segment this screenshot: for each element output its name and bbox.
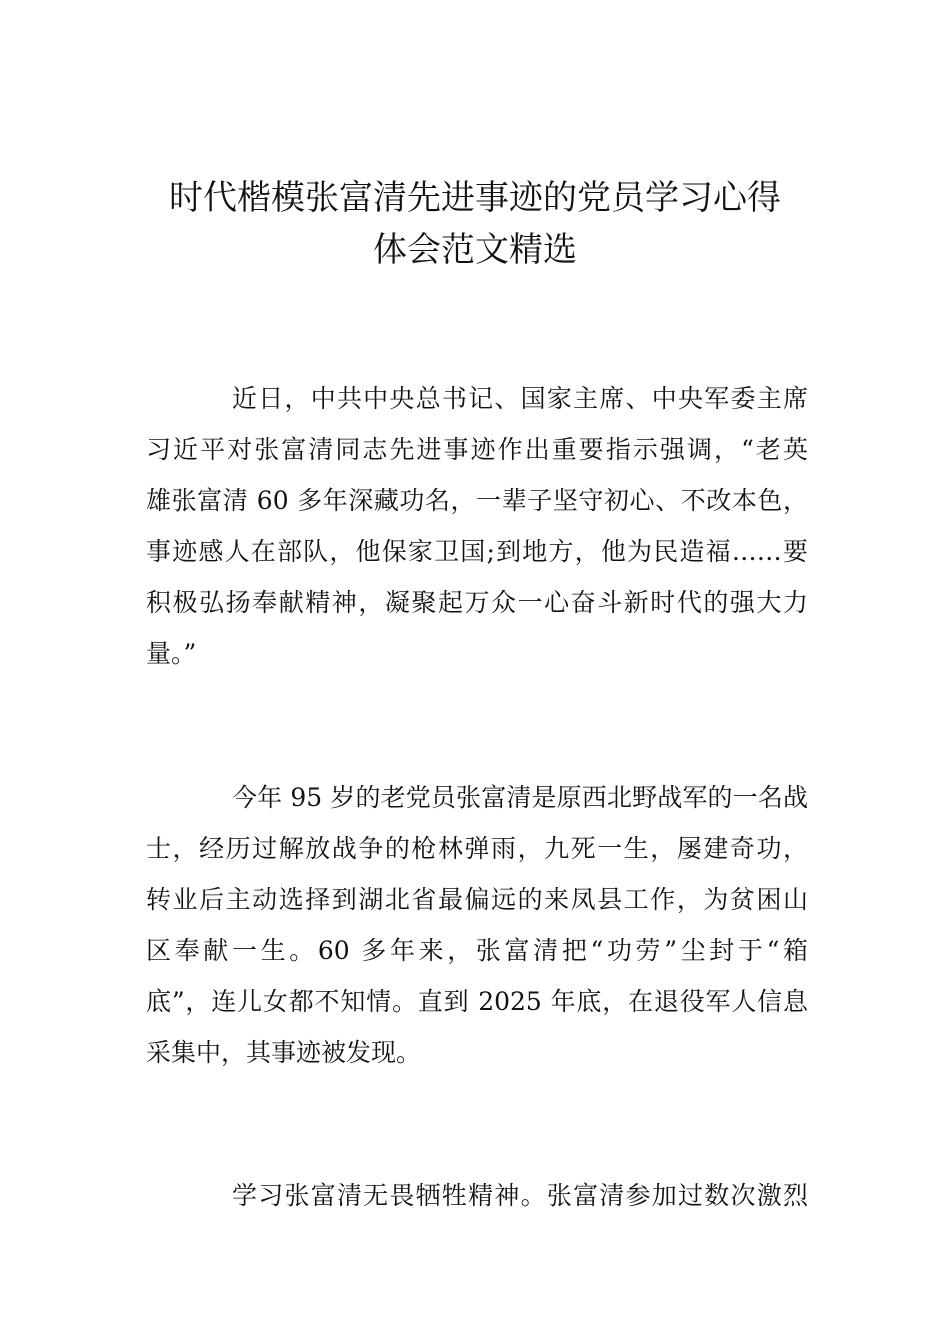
paragraph-line: 量。”	[146, 639, 197, 668]
paragraph-line: 习近平对张富清同志先进事迹作出重要指示强调，“老英	[146, 435, 808, 464]
paragraph-line: 今年 95 岁的老党员张富清是原西北野战军的一名战	[232, 783, 808, 812]
paragraph-line: 学习张富清无畏牺牲精神。张富清参加过数次激烈	[232, 1181, 808, 1210]
paragraph-line: 采集中，其事迹被发现。	[146, 1038, 422, 1067]
document-title	[140, 172, 810, 276]
paragraph-1	[146, 373, 808, 679]
paragraph-line: 事迹感人在部队，他保家卫国;到地方，他为民造福……要	[146, 537, 808, 566]
paragraph-line: 转业后主动选择到湖北省最偏远的来凤县工作，为贫困山	[146, 885, 808, 914]
paragraph-line: 积极弘扬奉献精神，凝聚起万众一心奋斗新时代的强大力	[146, 588, 808, 617]
title-line: 时代楷模张富清先进事迹的党员学习心得	[169, 178, 781, 218]
paragraph-line: 雄张富清 60 多年深藏功名，一辈子坚守初心、不改本色，	[146, 486, 808, 515]
title-line: 体会范文精选	[373, 230, 577, 270]
paragraph-line: 区奉献一生。60 多年来，张富清把“功劳”尘封于“箱	[146, 936, 808, 965]
paragraph-3	[146, 1170, 808, 1221]
paragraph-line: 士，经历过解放战争的枪林弹雨，九死一生，屡建奇功，	[146, 834, 808, 863]
paragraph-line: 近日，中共中央总书记、国家主席、中央军委主席	[232, 384, 808, 413]
paragraph-2	[146, 772, 808, 1078]
paragraph-line: 底”，连儿女都不知情。直到 2025 年底，在退役军人信息	[146, 987, 808, 1016]
